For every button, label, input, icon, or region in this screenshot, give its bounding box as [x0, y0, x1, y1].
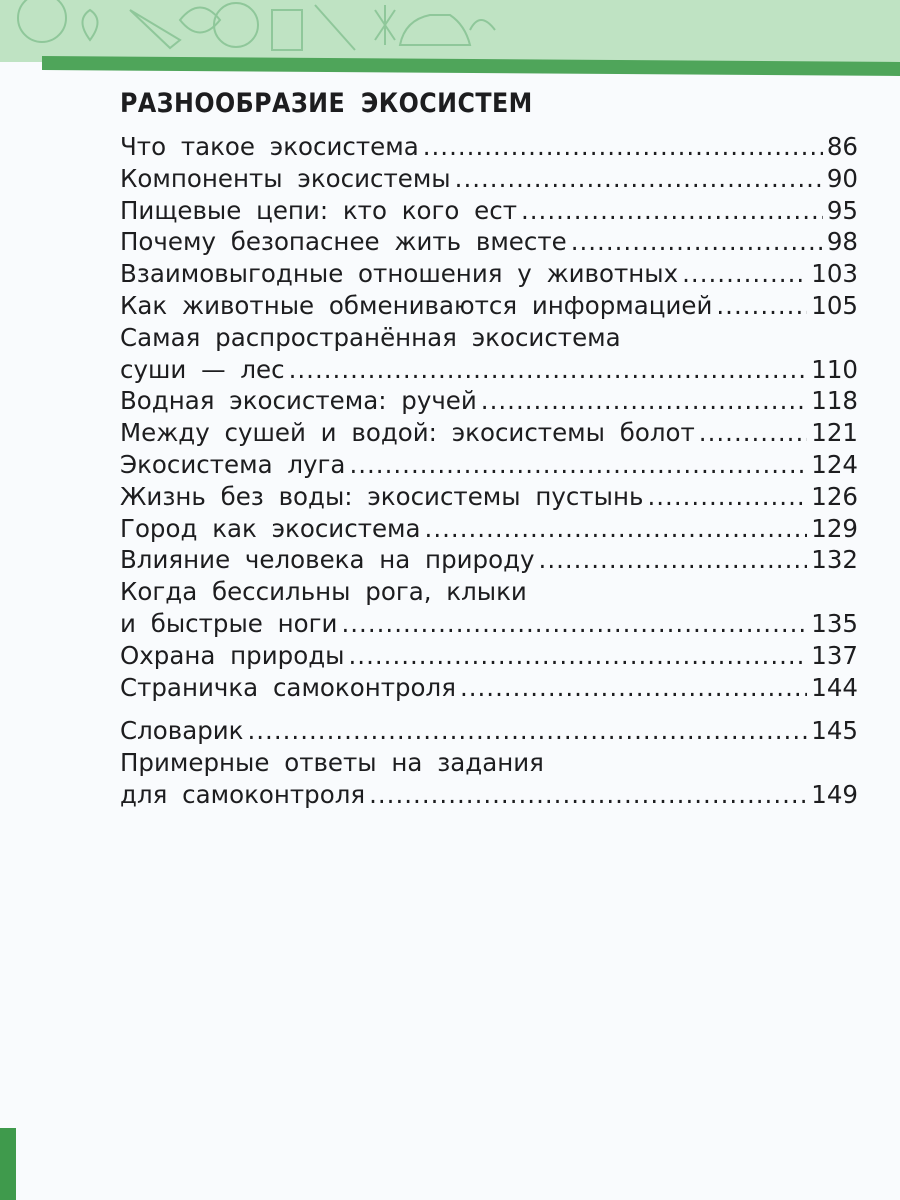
toc-page-number: 90 — [826, 163, 858, 193]
toc-entry[interactable] — [120, 259, 858, 291]
toc-page-number: 137 — [811, 640, 858, 670]
toc-entry[interactable] — [120, 514, 858, 546]
clock-icon — [214, 3, 258, 47]
globe-icon — [18, 0, 66, 42]
toc-entry[interactable] — [120, 609, 858, 641]
dot-leader — [369, 780, 807, 809]
toc-page-number: 98 — [826, 227, 858, 257]
toc-page-number: 95 — [826, 195, 858, 225]
toc-entry-title-line — [120, 577, 858, 609]
toc-page-number: 145 — [811, 716, 858, 746]
dot-leader — [341, 609, 807, 638]
dot-leader — [455, 164, 823, 193]
butterfly-icon — [83, 10, 98, 40]
toc-page-number: 105 — [811, 290, 858, 320]
toc-page-number: 124 — [811, 449, 858, 479]
dot-leader — [247, 716, 807, 745]
toc-page-number: 149 — [811, 779, 858, 809]
toc-page-number: 132 — [811, 545, 858, 575]
dot-leader — [716, 291, 807, 320]
toc-page-number: 86 — [826, 132, 858, 161]
toc-page-number: 135 — [811, 608, 858, 638]
toc-entry-title-line — [120, 323, 858, 355]
toc-entry-title: Примерные ответы на задания — [120, 748, 544, 778]
toc-entry-title: Почему безопаснее жить вместе — [120, 227, 567, 257]
toc-page-number: 144 — [811, 672, 858, 702]
toc-entry-title: Что такое экосистема — [120, 132, 419, 161]
toc-entry-title: Самая распространённая экосистема — [120, 322, 621, 352]
toc-entry-title: Страничка самоконтроля — [120, 672, 456, 702]
toc-entry-title: и быстрые ноги — [120, 608, 338, 638]
toc-entry-title: Словарик — [120, 716, 244, 746]
table-of-contents — [120, 132, 858, 812]
spacer — [120, 704, 858, 716]
toc-entry-title: для самоконтроля — [120, 779, 366, 809]
toc-entry[interactable] — [120, 291, 858, 323]
toc-entry[interactable] — [120, 132, 858, 164]
dot-leader — [682, 259, 807, 288]
bird-icon — [470, 20, 495, 30]
toc-entry[interactable] — [120, 482, 858, 514]
car-icon — [400, 15, 470, 45]
toc-entry[interactable] — [120, 418, 858, 450]
toc-entry-title-line — [120, 748, 858, 780]
toc-entry[interactable] — [120, 196, 858, 228]
toc-page-number: 129 — [811, 513, 858, 543]
backpack-icon — [272, 10, 302, 50]
toc-page-number: 103 — [811, 259, 858, 289]
dot-leader — [425, 514, 808, 543]
rocket-icon — [130, 10, 180, 48]
toc-entry-title: Экосистема луга — [120, 449, 346, 479]
dot-leader — [481, 386, 807, 415]
toc-page-number: 110 — [811, 354, 858, 384]
dot-leader — [289, 355, 808, 384]
dot-leader — [699, 418, 807, 447]
toc-page-number: 118 — [811, 386, 858, 416]
section-title: РАЗНООБРАЗИЕ ЭКОСИСТЕМ — [120, 88, 533, 119]
toc-entry-title: Город как экосистема — [120, 513, 421, 543]
toc-entry-title: Жизнь без воды: экосистемы пустынь — [120, 481, 644, 511]
dot-leader — [349, 450, 807, 479]
toc-entry[interactable] — [120, 450, 858, 482]
snowflake-icon — [375, 5, 395, 45]
toc-entry-title: Между сушей и водой: экосистемы болот — [120, 418, 695, 448]
toc-entry-title: Пищевые цепи: кто кого ест — [120, 195, 517, 225]
toc-entry-title: Взаимовыгодные отношения у животных — [120, 259, 679, 289]
dot-leader — [521, 196, 823, 225]
toc-page-number: 121 — [811, 418, 858, 448]
decorative-banner — [0, 0, 900, 62]
dot-leader — [423, 132, 823, 161]
toc-entry-title: Влияние человека на природу — [120, 545, 535, 575]
toc-page-number: 126 — [811, 481, 858, 511]
page-edge-bar — [0, 1128, 16, 1200]
toc-entry-title: Водная экосистема: ручей — [120, 386, 477, 416]
toc-entry-title: суши — лес — [120, 354, 285, 384]
decorative-icons — [0, 0, 900, 62]
toc-entry-title: Как животные обмениваются информацией — [120, 290, 713, 320]
toc-entry-title: Когда бессильны рога, клыки — [120, 577, 527, 607]
dot-leader — [571, 227, 823, 256]
toc-entry-title: Компоненты экосистемы — [120, 163, 451, 193]
toc-entry-title: Охрана природы — [120, 640, 345, 670]
dot-leader — [460, 673, 807, 702]
dot-leader — [647, 482, 807, 511]
toc-entry[interactable] — [120, 716, 858, 748]
toc-entry[interactable] — [120, 545, 858, 577]
toc-entry[interactable] — [120, 641, 858, 673]
toc-entry[interactable] — [120, 673, 858, 705]
dot-leader — [539, 545, 808, 574]
dot-leader — [349, 641, 808, 670]
toc-entry[interactable] — [120, 355, 858, 387]
pen-icon — [315, 5, 355, 50]
toc-entry[interactable] — [120, 164, 858, 196]
toc-entry[interactable] — [120, 386, 858, 418]
toc-entry[interactable] — [120, 780, 858, 812]
toc-entry[interactable] — [120, 227, 858, 259]
